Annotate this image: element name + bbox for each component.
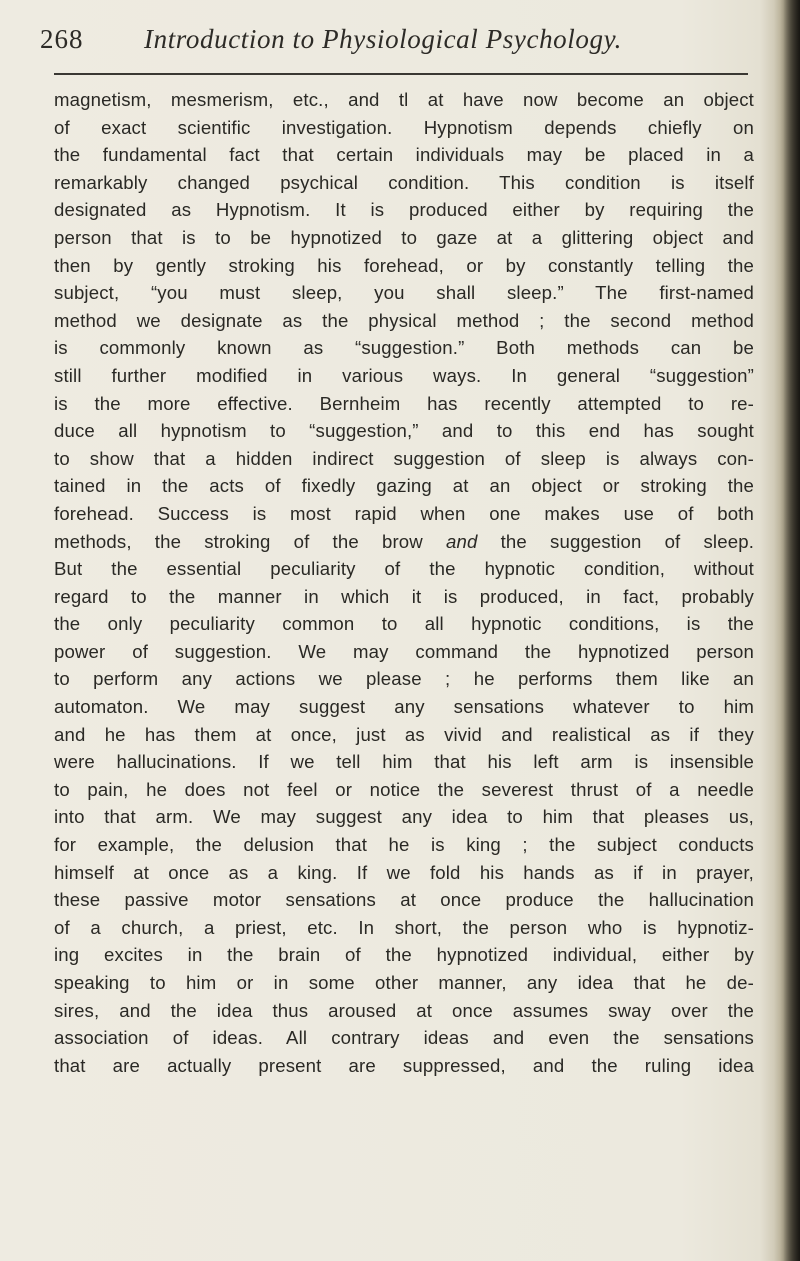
text-line: to show that a hidden indirect suggestion of sleep is always con-: [54, 447, 754, 469]
running-head: [40, 22, 760, 68]
text-line: of exact scientific investigation. Hypnotism depends chiefly on: [54, 116, 754, 138]
text-line: that are actually present are suppressed, and the ruling idea: [54, 1054, 754, 1076]
text-line: the fundamental fact that certain individuals may be placed in a: [54, 144, 754, 166]
text-line: magnetism, mesmerism, etc., and tl at have now become an object: [54, 89, 754, 110]
text-line: tained in the acts of fixedly gazing at an object or stroking the: [54, 475, 754, 497]
text-line: remarkably changed psychical condition. This condition is itself: [54, 171, 754, 193]
text-line: power of suggestion. We may command the hypnotized person: [54, 640, 754, 662]
spine-shadow: [774, 0, 800, 1261]
body-paragraph: [54, 86, 754, 1079]
text-line: association of ideas. All contrary ideas and even the sensations: [54, 1027, 754, 1049]
text-line: sires, and the idea thus aroused at once assumes sway over the: [54, 999, 754, 1021]
text-line: to perform any actions we please ; he performs them like an: [54, 668, 754, 690]
text-line: then by gently stroking his forehead, or by constantly telling the: [54, 254, 754, 276]
text-line: is the more effective. Bernheim has recently attempted to re-: [54, 392, 754, 414]
text-line: to pain, he does not feel or notice the severest thrust of a needle: [54, 778, 754, 800]
text-line: regard to the manner in which it is produced, in fact, probably: [54, 585, 754, 607]
text-line: still further modified in various ways. In general “suggestion”: [54, 364, 754, 386]
text-segment: methods, the stroking of the brow: [54, 530, 446, 552]
running-title: Introduction to Physiological Psychology.: [144, 24, 623, 54]
text-line: into that arm. We may suggest any idea to him that pleases us,: [54, 806, 754, 828]
text-line: method we designate as the physical method ; the second method: [54, 309, 754, 331]
text-line: were hallucinations. If we tell him that his left arm is insensible: [54, 751, 754, 773]
text-line: the only peculiarity common to all hypnotic conditions, is the: [54, 613, 754, 635]
text-line: person that is to be hypnotized to gaze at a glittering object and: [54, 226, 754, 248]
text-line: duce all hypnotism to “suggestion,” and to this end has sought: [54, 420, 754, 442]
text-line: and he has them at once, just as vivid and realistical as if they: [54, 723, 754, 745]
page-number: 268: [40, 24, 84, 54]
text-line: But the essential peculiarity of the hypnotic condition, without: [54, 558, 754, 580]
text-line: subject, “you must sleep, you shall sleep.” The first-named: [54, 282, 754, 304]
header-rule: [54, 73, 748, 75]
text-line: is commonly known as “suggestion.” Both methods can be: [54, 337, 754, 359]
text-line: ing excites in the brain of the hypnotized individual, either by: [54, 944, 754, 966]
text-line-with-italic: [54, 528, 754, 556]
text-line: these passive motor sensations at once produce the hallucination: [54, 889, 754, 911]
text-line: forehead. Success is most rapid when one makes use of both: [54, 502, 754, 524]
text-segment: the suggestion of sleep.: [477, 530, 755, 552]
text-line: for example, the delusion that he is king ; the subject conducts: [54, 834, 754, 856]
text-line: himself at once as a king. If we fold his hands as if in prayer,: [54, 861, 754, 883]
text-line: designated as Hypnotism. It is produced either by requiring the: [54, 199, 754, 221]
text-line: speaking to him or in some other manner, any idea that he de-: [54, 972, 754, 993]
text-line: automaton. We may suggest any sensations whatever to him: [54, 696, 754, 718]
italic-word: and: [446, 530, 478, 552]
text-line: of a church, a priest, etc. In short, the person who is hypnotiz-: [54, 916, 754, 938]
